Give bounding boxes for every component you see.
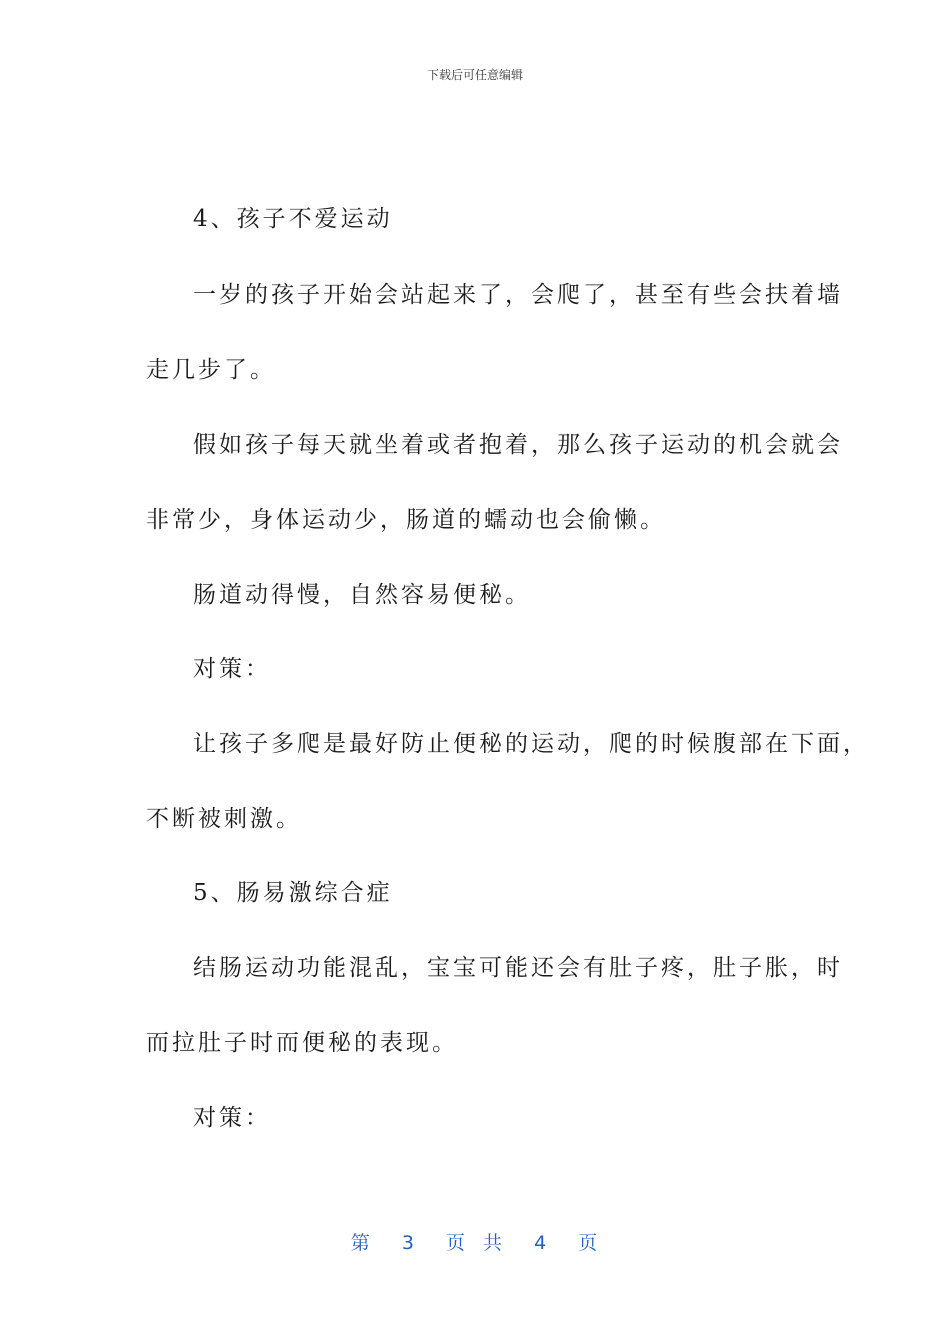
- footer-current-page: 3: [401, 1232, 416, 1254]
- paragraph-line: 不断被刺激。: [146, 806, 302, 832]
- paragraph-line: 让孩子多爬是最好防止便秘的运动，爬的时候腹部在下面，: [193, 731, 869, 757]
- page-header-note: 下载后可任意编辑: [426, 68, 523, 82]
- paragraph-line: 非常少，身体运动少，肠道的蠕动也会偷懒。: [146, 507, 666, 533]
- page-footer: [0, 1228, 950, 1255]
- paragraph-line: 走几步了。: [146, 357, 276, 383]
- section-heading: 5、肠易激综合症: [193, 880, 393, 906]
- paragraph-line: 而拉肚子时而便秘的表现。: [146, 1030, 458, 1056]
- footer-total-pages: 4: [534, 1232, 549, 1254]
- strategy-label: 对策：: [193, 656, 271, 682]
- paragraph-line: 肠道动得慢，自然容易便秘。: [193, 582, 531, 608]
- footer-label-page: 第: [350, 1232, 372, 1254]
- strategy-label: 对策：: [193, 1105, 271, 1131]
- section-heading: 4、孩子不爱运动: [193, 206, 393, 232]
- paragraph-line: 假如孩子每天就坐着或者抱着，那么孩子运动的机会就会: [193, 432, 843, 458]
- paragraph-line: 结肠运动功能混乱，宝宝可能还会有肚子疼，肚子胀，时: [193, 955, 843, 981]
- footer-label-of: 页 共: [445, 1232, 505, 1254]
- footer-label-end: 页: [578, 1232, 600, 1254]
- paragraph-line: 一岁的孩子开始会站起来了，会爬了，甚至有些会扶着墙: [193, 282, 843, 308]
